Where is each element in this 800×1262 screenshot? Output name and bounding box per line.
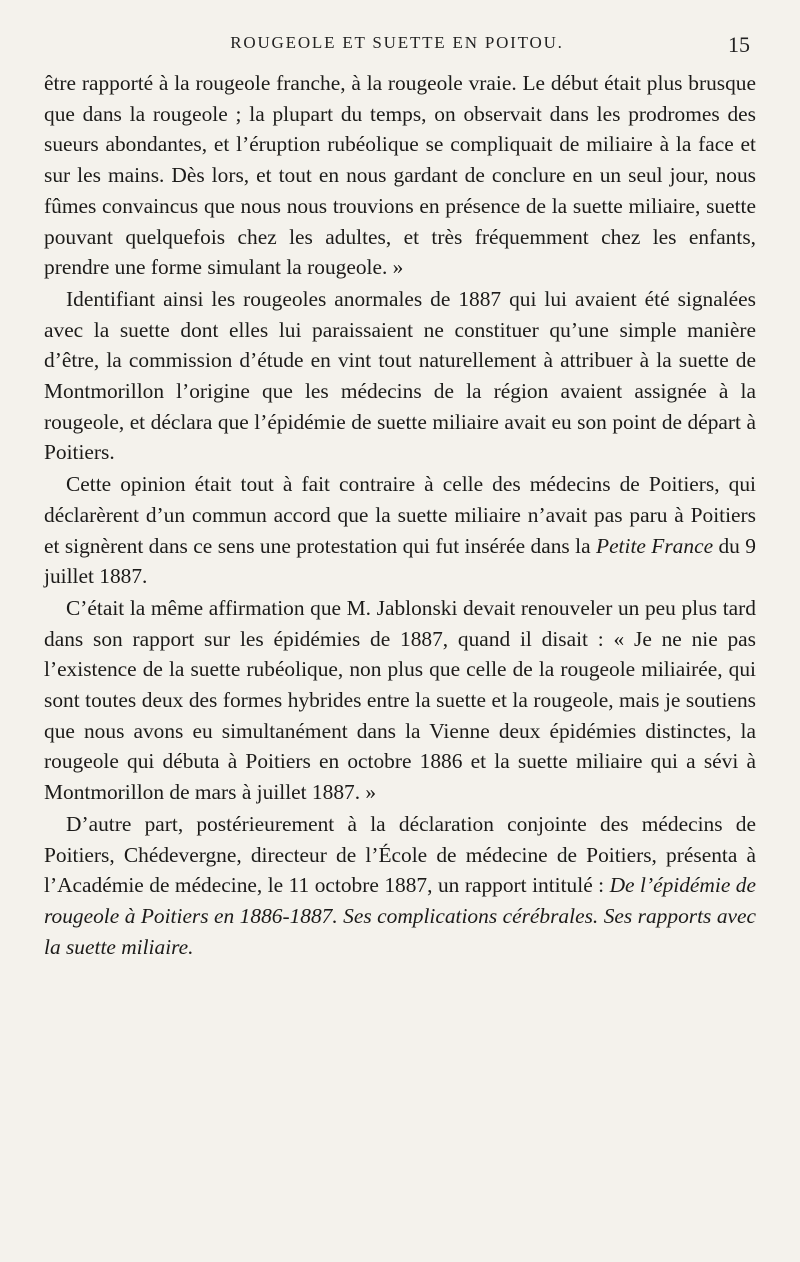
paragraph-3-text-b: du 9 juillet 1887. [44, 533, 756, 589]
paragraph-5-text-a: D’autre part, postérieurement à la déclaration conjointe des médecins de Poitiers, Chédevergne, directeur de l’École de médecine de Poitiers, présenta à l’Académie de médecine, le 11 octobre 1887, un rapport intitulé : [44, 811, 756, 898]
paragraph-2-text: Identifiant ainsi les rougeoles anormales de 1887 qui lui avaient été signalées avec la suette dont elles lui paraissaient ne constituer qu’une simple manière d’être, la commission d’étude en vint tout naturellement à attribuer à la suette de Montmorillon l’origine que les médecins de la région avaient assignée à la rougeole, et déclara que l’épidémie de suette miliaire avait eu son point de départ à Poitiers. [44, 286, 756, 465]
body-text [44, 68, 756, 962]
paragraph-3-italic-title: Petite France [596, 533, 714, 558]
paragraph-4 [44, 593, 756, 808]
running-head [44, 33, 750, 59]
paragraph-4-text: C’était la même affirmation que M. Jablonski devait renouveler un peu plus tard dans son rapport sur les épidémies de 1887, quand il disait : « Je ne nie pas l’existence de la suette rubéolique, non plus que celle de la rougeole miliairée, qui sont toutes deux des formes hybrides entre la suette et la rougeole, mais je soutiens que nous avons eu simultanément dans la Vienne deux épidémies distinctes, la rougeole qui débuta à Poitiers en octobre 1886 et la suette miliaire qui a sévi à Montmorillon de mars à juillet 1887. » [44, 595, 756, 805]
paragraph-5-italic-title: De l’épidémie de rougeole à Poitiers en 1886-1887. Ses complications cérébrales. Ses rapports avec la suette miliaire. [44, 873, 756, 959]
page-number: 15 [728, 32, 750, 57]
paragraph-3 [44, 469, 756, 592]
paragraph-2 [44, 284, 756, 468]
paragraph-1 [44, 68, 756, 283]
paragraph-3-text-a: Cette opinion était tout à fait contraire à celle des médecins de Poitiers, qui déclarèrent d’un commun accord que la suette miliaire n’avait pas paru à Poitiers et signèrent dans ce sens une protestation qui fut insérée dans la [44, 472, 756, 558]
paragraph-1-text: être rapporté à la rougeole franche, à la rougeole vraie. Le début était plus brusque que dans la rougeole ; la plupart du temps, on observait dans les prodromes des sueurs abondantes, et l’éruption rubéolique se compliquait de miliaire à la face et sur les mains. Dès lors, et tout en nous gardant de conclure en un seul jour, nous fûmes convaincus que nous nous trouvions en présence de la suette miliaire, suette pouvant quelquefois chez les adultes, et très fréquemment chez les enfants, prendre une forme simulant la rougeole. » [44, 71, 756, 280]
running-title: ROUGEOLE ET SUETTE EN POITOU. [230, 33, 564, 52]
paragraph-5 [44, 809, 756, 963]
